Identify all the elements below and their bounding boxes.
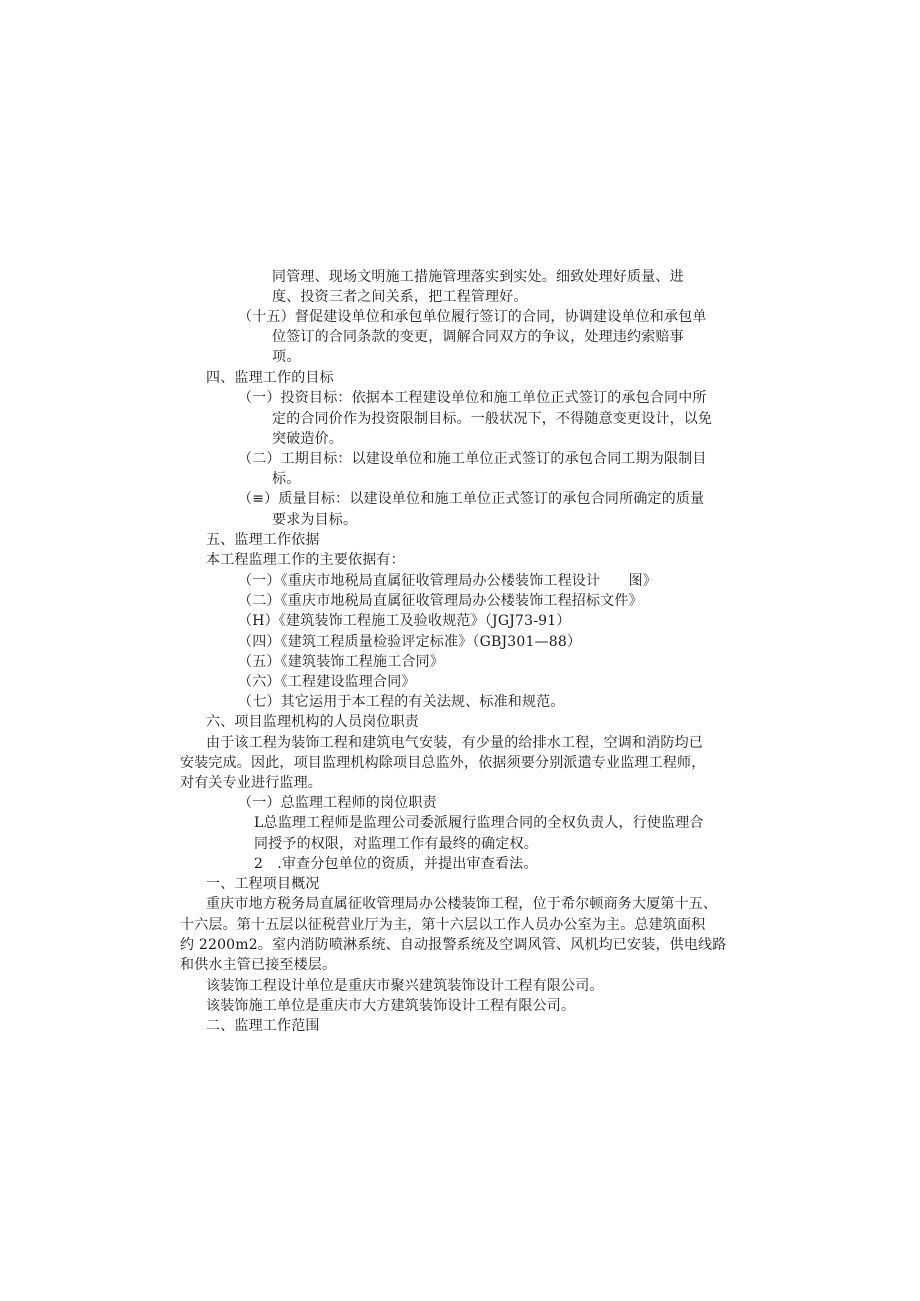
text-line: L总监理工程师是监理公司委派履行监理合同的全权负责人，行使监理合 xyxy=(254,815,704,831)
text-line: 本工程监理工作的主要依据有： xyxy=(206,552,405,568)
list-item: （一）《重庆市地税局直属征收管理局办公楼装饰工程设计 图》 xyxy=(238,573,657,589)
text-line: （二）工期目标：以建设单位和施工单位正式签订的承包合同工期为限制目 xyxy=(238,451,707,467)
text-line: 由于该工程为装饰工程和建筑电气安装，有少量的给排水工程，空调和消防均已 xyxy=(206,735,703,751)
section-heading: 六、项目监理机构的人员岗位职责 xyxy=(206,714,419,730)
text-line: 定的合同价作为投资限制目标。一般状况下，不得随意变更设计，以免 xyxy=(272,411,713,427)
text-line: 十六层。第十五层以征税营业厅为主，第十六层以工作人员办公室为主。总建筑面积 xyxy=(180,917,706,933)
text-line: 同授予的权限，对监理工作有最终的确定权。 xyxy=(254,836,538,852)
section-heading: 五、监理工作依据 xyxy=(206,532,320,548)
text-line: 位签订的合同条款的变更，调解合同双方的争议，处理违约索赔事 xyxy=(272,329,684,345)
text-line: （一）投资目标：依据本工程建设单位和施工单位正式签订的承包合同中所 xyxy=(238,390,707,406)
list-item: （二）《重庆市地税局直属征收管理局办公楼装饰工程招标文件》 xyxy=(238,593,643,609)
list-item: （六）《工程建设监理合同》 xyxy=(238,674,416,690)
section-heading: 二、监理工作范围 xyxy=(206,1018,320,1034)
text-line: 约 2200m2。室内消防喷淋系统、自动报警系统及空调风管、风机均已安装，供电线路 xyxy=(180,937,727,953)
text-line: 该装饰工程设计单位是重庆市聚兴建筑装饰设计工程有限公司。 xyxy=(206,978,604,994)
list-item: （H）《建筑装饰工程施工及验收规范》（JGJ73-91） xyxy=(238,613,571,629)
text-line: （十五）督促建设单位和承包单位履行签订的合同，协调建设单位和承包单 xyxy=(238,309,707,325)
text-line: 要求为目标。 xyxy=(272,512,358,528)
text-line: 2 .审查分包单位的资质，并提出审查看法。 xyxy=(254,856,538,872)
list-item: （七）其它运用于本工程的有关法规、标准和规范。 xyxy=(238,694,565,710)
text-line: （一）总监理工程师的岗位职责 xyxy=(238,795,437,811)
text-line: 突破造价。 xyxy=(272,431,343,447)
section-heading: 一、工程项目概况 xyxy=(206,876,320,892)
text-line: 安装完成。因此，项目监理机构除项目总监外，依据须要分别派遣专业监理工程师， xyxy=(180,755,706,771)
text-line: 该装饰施工单位是重庆市大方建筑装饰设计工程有限公司。 xyxy=(206,998,576,1014)
text-line: 同管理、现场文明施工措施管理落实到实处。细致处理好质量、进 xyxy=(272,269,684,285)
text-line: 项。 xyxy=(272,349,301,365)
section-heading: 四、监理工作的目标 xyxy=(206,370,334,386)
text-line: 标。 xyxy=(272,471,301,487)
text-line: 和供水主管已接至楼层。 xyxy=(180,957,337,973)
text-line: 重庆市地方税务局直属征收管理局办公楼装饰工程，位于希尔顿商务大厦第十五、 xyxy=(206,896,718,912)
text-line: 度、投资三者之间关系，把工程管理好。 xyxy=(272,289,528,305)
text-line: （≡）质量目标：以建设单位和施工单位正式签订的承包合同所确定的质量 xyxy=(238,491,705,507)
text-line: 对有关专业进行监理。 xyxy=(180,775,322,791)
list-item: （五）《建筑装饰工程施工合同》 xyxy=(238,654,444,670)
list-item: （四）《建筑工程质量检验评定标准》（GBJ301—88） xyxy=(238,634,582,650)
